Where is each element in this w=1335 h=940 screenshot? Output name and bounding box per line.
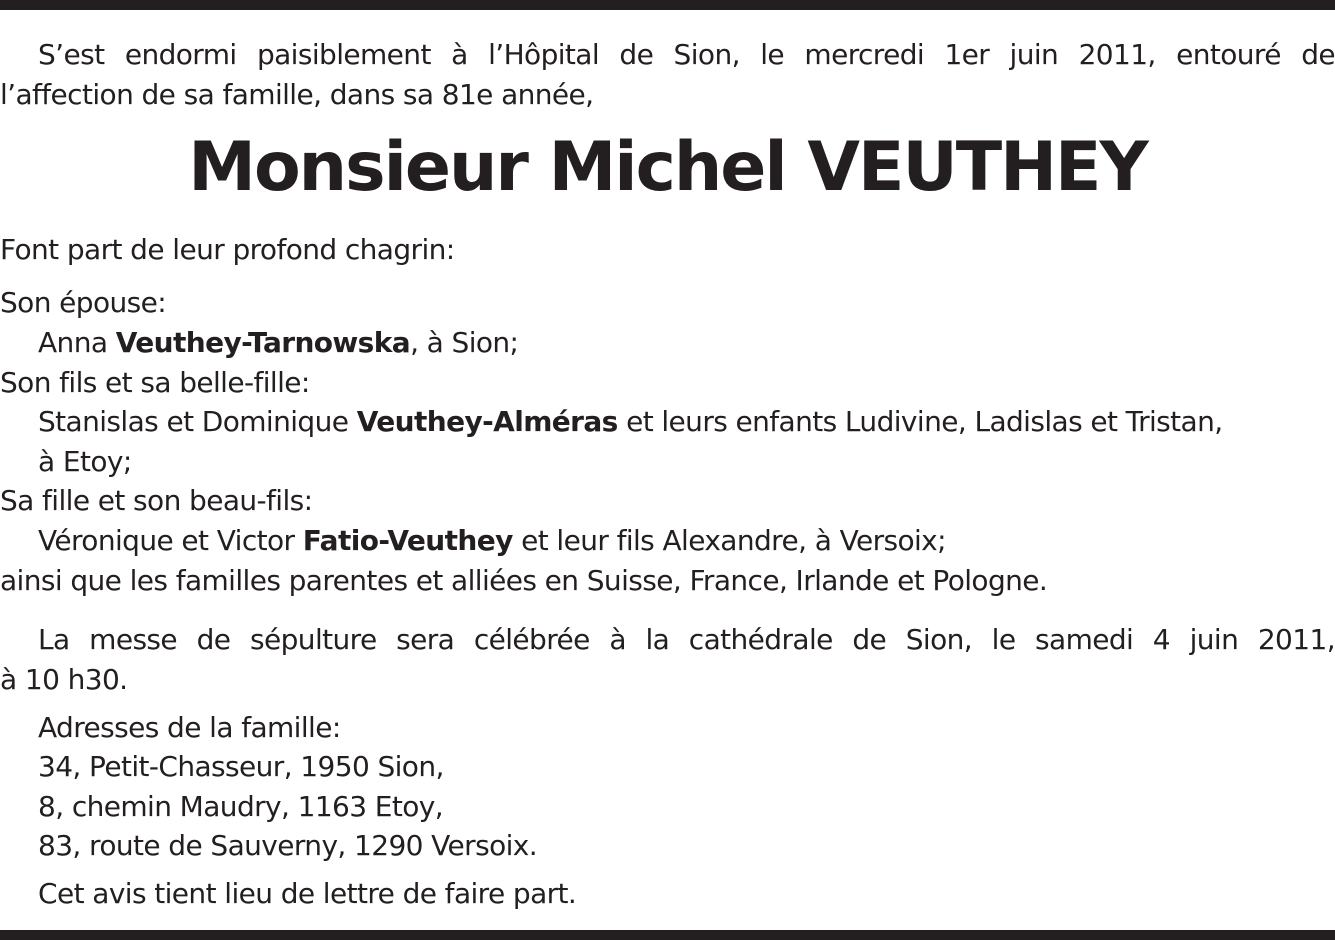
son-children: et leurs enfants Ludivine, Ladislas et Tristan, xyxy=(626,405,1223,438)
addresses-label: Adresses de la famille: xyxy=(38,711,341,744)
spouse-label: Son épouse: xyxy=(0,286,167,319)
spouse-place: , à Sion; xyxy=(410,326,519,359)
address-sion: 34, Petit-Chasseur, 1950 Sion, xyxy=(38,750,444,783)
son-label: Son fils et sa belle-fille: xyxy=(0,366,310,399)
daughter-first-names: Véronique et Victor xyxy=(38,524,295,557)
intro-line-1: S’est endormi paisiblement à l’Hôpital de Sion, le mercredi 1er juin 2011, entouré de xyxy=(38,38,1335,71)
spouse-surname: Veuthey-Tarnowska xyxy=(115,326,411,359)
service-line-1: La messe de sépulture sera célébrée à la cathédrale de Sion, le samedi 4 juin 2011, xyxy=(38,623,1335,656)
son-first-names: Stanislas et Dominique xyxy=(38,405,349,438)
son-place: à Etoy; xyxy=(38,445,132,478)
spouse-entry xyxy=(38,323,518,362)
address-etoy: 8, chemin Maudry, 1163 Etoy, xyxy=(38,790,444,823)
address-versoix: 83, route de Sauverny, 1290 Versoix. xyxy=(38,829,538,862)
intro-line-2: l’affection de sa famille, dans sa 81e année, xyxy=(0,78,594,111)
bottom-border-rule xyxy=(0,930,1335,940)
announcement-text: Font part de leur profond chagrin: xyxy=(0,233,455,266)
son-surname: Veuthey-Alméras xyxy=(356,405,618,438)
daughter-entry xyxy=(38,521,946,560)
deceased-name: Monsieur Michel VEUTHEY xyxy=(188,128,1147,207)
top-border-rule xyxy=(0,0,1335,10)
spouse-first-name: Anna xyxy=(38,326,108,359)
obituary-notice xyxy=(0,10,1335,930)
service-line-2: à 10 h30. xyxy=(0,663,128,696)
daughter-label: Sa fille et son beau-fils: xyxy=(0,484,313,517)
son-entry xyxy=(38,402,1223,441)
daughter-surname: Fatio-Veuthey xyxy=(302,524,513,557)
daughter-children: et leur fils Alexandre, à Versoix; xyxy=(521,524,946,557)
extended-family: ainsi que les familles parentes et alliées en Suisse, France, Irlande et Pologne. xyxy=(0,564,1048,597)
closing-note: Cet avis tient lieu de lettre de faire part. xyxy=(38,877,577,910)
